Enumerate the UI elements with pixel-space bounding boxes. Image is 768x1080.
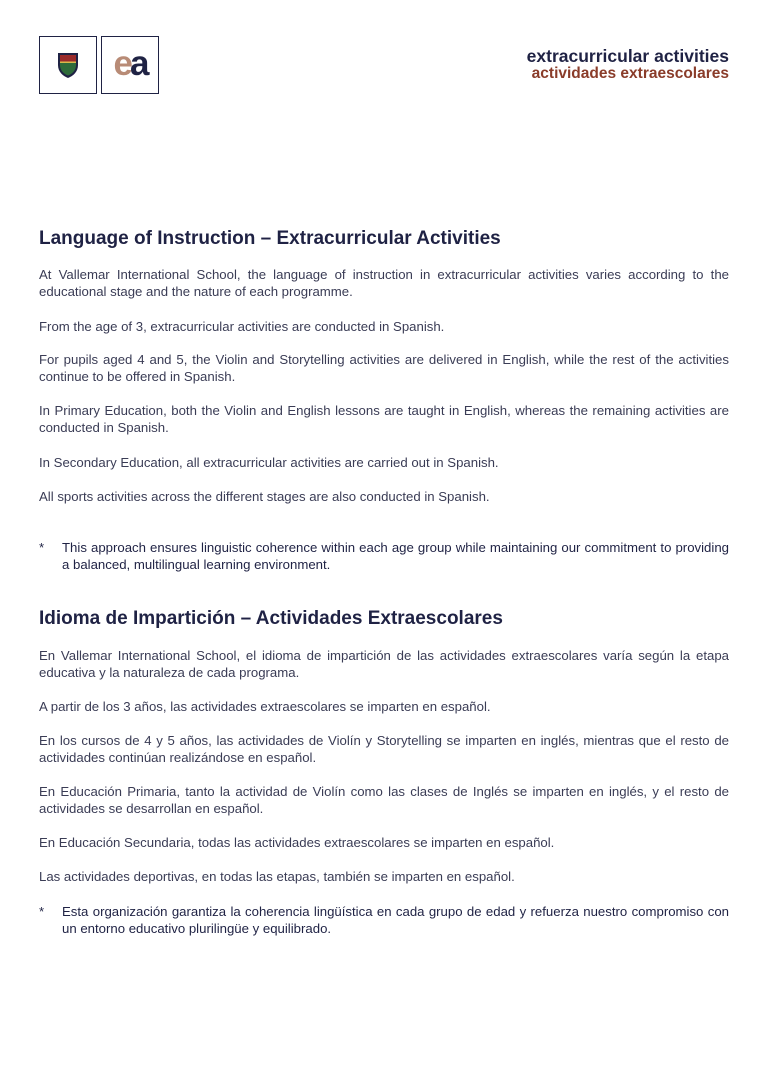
paragraph: From the age of 3, extracurricular activities are conducted in Spanish. xyxy=(39,319,445,334)
note-spanish xyxy=(39,903,729,937)
paragraph: En Vallemar International School, el idioma de impartición de las actividades extraescolares varía según la etapa educativa y la naturaleza de cada programa. xyxy=(39,648,729,680)
note-english xyxy=(39,539,729,573)
paragraph: All sports activities across the different stages are also conducted in Spanish. xyxy=(39,489,490,504)
note-marker: * xyxy=(39,540,45,555)
section-heading-english: Language of Instruction – Extracurricular Activities xyxy=(39,228,501,249)
page-header xyxy=(0,0,768,110)
header-title-english: extracurricular activities xyxy=(526,46,729,66)
ea-logo-mark: ea xyxy=(113,43,147,83)
paragraph: For pupils aged 4 and 5, the Violin and Storytelling activities are delivered in English, while the rest of the activities continue to be offered in Spanish. xyxy=(39,352,729,384)
paragraph: Las actividades deportivas, en todas las etapas, también se imparten en español. xyxy=(39,869,515,884)
shield-icon xyxy=(56,51,80,79)
header-titles xyxy=(527,48,729,82)
paragraph: A partir de los 3 años, las actividades extraescolares se imparten en español. xyxy=(39,699,491,714)
section-english xyxy=(39,228,729,250)
paragraph: En los cursos de 4 y 5 años, las actividades de Violín y Storytelling se imparten en inglés, mientras que el resto de actividades continúan realizándose en español. xyxy=(39,733,729,765)
paragraph: In Primary Education, both the Violin and English lessons are taught in English, whereas the remaining activities are conducted in Spanish. xyxy=(39,403,729,435)
note-text: This approach ensures linguistic coherence within each age group while maintaining our commitment to providing a balanced, multilingual learning environment. xyxy=(62,540,729,572)
paragraph: At Vallemar International School, the language of instruction in extracurricular activities varies according to the educational stage and the nature of each programme. xyxy=(39,267,729,299)
header-title-spanish: actividades extraescolares xyxy=(531,65,729,82)
ea-logo xyxy=(101,36,159,94)
section-spanish xyxy=(39,608,729,630)
paragraph: In Secondary Education, all extracurricular activities are carried out in Spanish. xyxy=(39,455,499,470)
note-marker: * xyxy=(39,904,45,919)
paragraph: En Educación Primaria, tanto la actividad de Violín como las clases de Inglés se imparten en inglés, y el resto de actividades se desarrollan en español. xyxy=(39,784,729,816)
section-heading-spanish: Idioma de Impartición – Actividades Extraescolares xyxy=(39,608,503,629)
paragraph: En Educación Secundaria, todas las actividades extraescolares se imparten en español. xyxy=(39,835,555,850)
note-text: Esta organización garantiza la coherencia lingüística en cada grupo de edad y refuerza nuestro compromiso con un entorno educativo plurilingüe y equilibrado. xyxy=(62,904,729,936)
school-crest-logo xyxy=(39,36,97,94)
